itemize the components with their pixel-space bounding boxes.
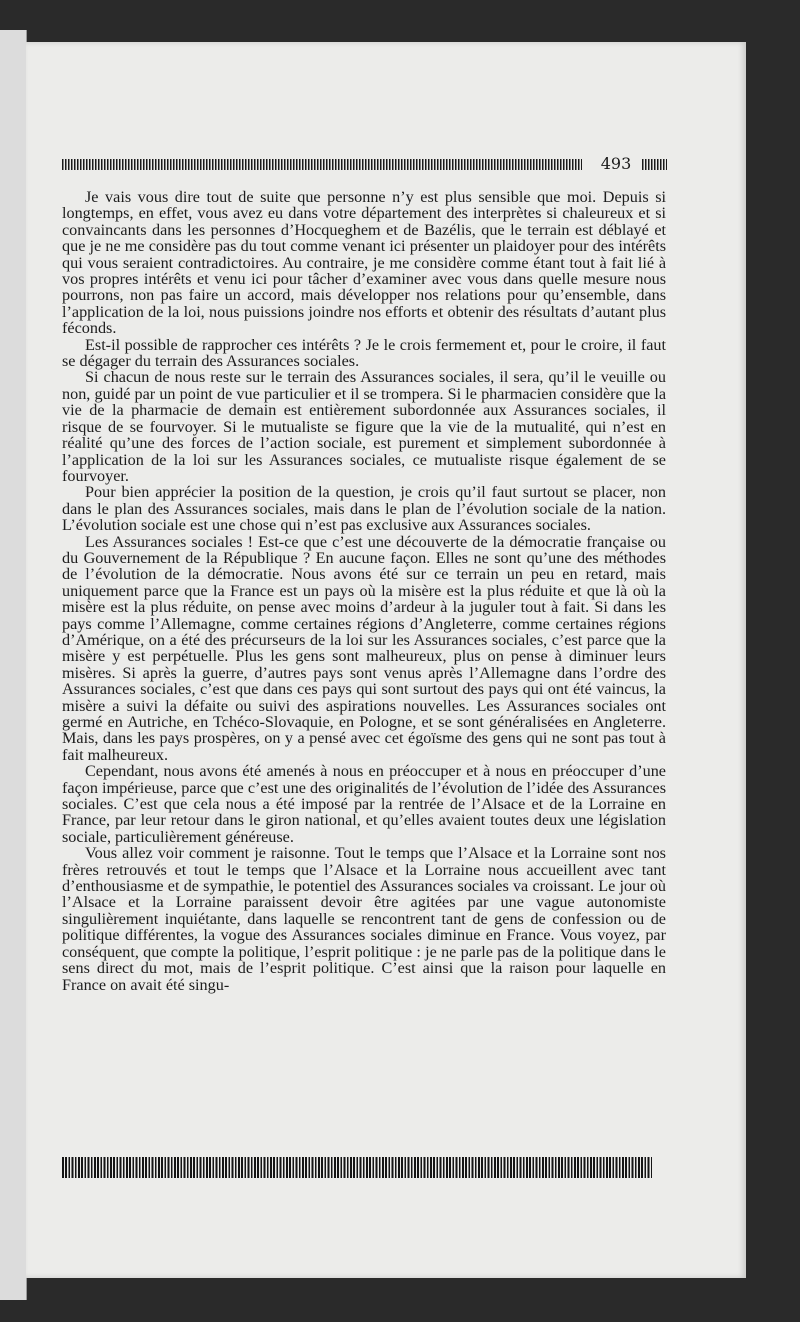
body-text <box>62 189 666 993</box>
paragraph: Cependant, nous avons été amenés à nous en préoccuper et à nous en préoccuper d’une façon impérieuse, parce que c’est une des originalités de l’évolution de l’idée des Assurances sociales. C’est que cela nous a été imposé par la rentrée de l’Alsace et de la Lorraine en France, par leur retour dans le giron national, et qu’elles avaient toutes deux une législation sociale, particulièrement généreuse. <box>62 762 666 846</box>
facing-page-edge <box>0 30 27 1300</box>
paragraph: Les Assurances sociales ! Est-ce que c’est une découverte de la démocratie française ou du Gouvernement de la République ? En aucune façon. Elles ne sont qu’une des méthodes de l’évolution de la démocratie. Nous avons été sur ce terrain un peu en retard, mais uniquement parce que la France est un pays où la misère est la plus réduite et que là où la misère est la plus réduite, on pense avec moins d’ardeur à la juguler tout à fait. Si dans les pays comme l’Allemagne, comme certaines régions d’Angleterre, comme certaines régions d’Amérique, on a été des précurseurs de la loi sur les Assurances sociales, c’est parce que la misère y est perpétuelle. Plus les gens sont malheureux, plus on pense à diminuer leurs misères. Si après la guerre, d’autres pays sont venus après l’Allemagne dans l’ordre des Assurances sociales, c’est que dans ces pays qui sont surtout des pays qui ont été vaincus, la misère a suivi la défaite ou suivi des aspirations nouvelles. Les Assurances sociales ont germé en Autriche, en Tchéco-Slovaquie, en Pologne, et se sont généralisées en Angleterre. Mais, dans les pays prospères, on y a pensé avec cet égoïsme des gens qui ne sont pas tout à fait malheureux. <box>62 532 666 764</box>
footer-ornament-rule <box>62 1157 652 1178</box>
page-number: 493 <box>600 154 632 173</box>
header-ornament-rule-right <box>642 159 667 170</box>
paragraph: Vous allez voir comment je raisonne. Tout le temps que l’Alsace et la Lorraine sont nos frères retrouvés et tout le temps que l’Alsace et la Lorraine nous accueillent avec tant d’enthousiasme et de sympathie, le potentiel des Assurances sociales va croissant. Le jour où l’Alsace et la Lorraine paraissent devoir être agitées par une vague autonomiste singulièrement inquiétante, dans laquelle se rencontrent tant de gens de confession ou de politique différentes, la vogue des Assurances sociales diminue en France. Vous voyez, par conséquent, que compte la politique, l’esprit politique : je ne parle pas de la politique dans le sens direct du mot, mais de l’esprit politique. C’est ainsi que la raison pour laquelle en France on avait été singu- <box>62 844 666 994</box>
paragraph: Si chacun de nous reste sur le terrain des Assurances sociales, il sera, qu’il le veuille ou non, guidé par un point de vue particulier et il se trompera. Si le pharmacien considère que la vie de la pharmacie de demain est entièrement subordonnée aux Assurances sociales, il risque de se fourvoyer. Si le mutualiste se figure que la vie de la mutualité, qui n’est en réalité qu’une des forces de l’action sociale, est purement et simplement subordonnée à l’application de la loi sur les Assurances sociales, ce mutualiste risque également de se fourvoyer. <box>62 368 666 485</box>
paragraph: Je vais vous dire tout de suite que personne n’y est plus sensible que moi. Depuis si longtemps, en effet, vous avez eu dans votre département des interprètes si chaleureux et si convaincants dans les personnes d’Hocqueghem et de Bazélis, que le terrain est déblayé et que je ne me considère pas du tout comme venant ici présenter un plaidoyer pour des intérêts qui vous seraient contradictoires. Au contraire, je me considère comme étant tout à fait lié à vos propres intérêts et venu ici pour tâcher d’examiner avec vous dans quelle mesure nous pourrons, non pas faire un accord, mais développer nos relations pour qu’ensemble, dans l’application de la loi, nous puissions joindre nos efforts et obtenir des résultats d’autant plus féconds. <box>62 188 666 338</box>
book-page <box>26 42 746 1278</box>
paragraph: Est-il possible de rapprocher ces intérêts ? Je le crois fermement et, pour le croire, il faut se dégager du terrain des Assurances sociales. <box>62 335 666 371</box>
header-ornament-rule <box>62 159 582 170</box>
paragraph: Pour bien apprécier la position de la question, je crois qu’il faut surtout se placer, non dans le plan des Assurances sociales, mais dans le plan de l’évolution sociale de la nation. L’évolution sociale est une chose qui n’est pas exclusive aux Assurances sociales. <box>62 483 666 535</box>
